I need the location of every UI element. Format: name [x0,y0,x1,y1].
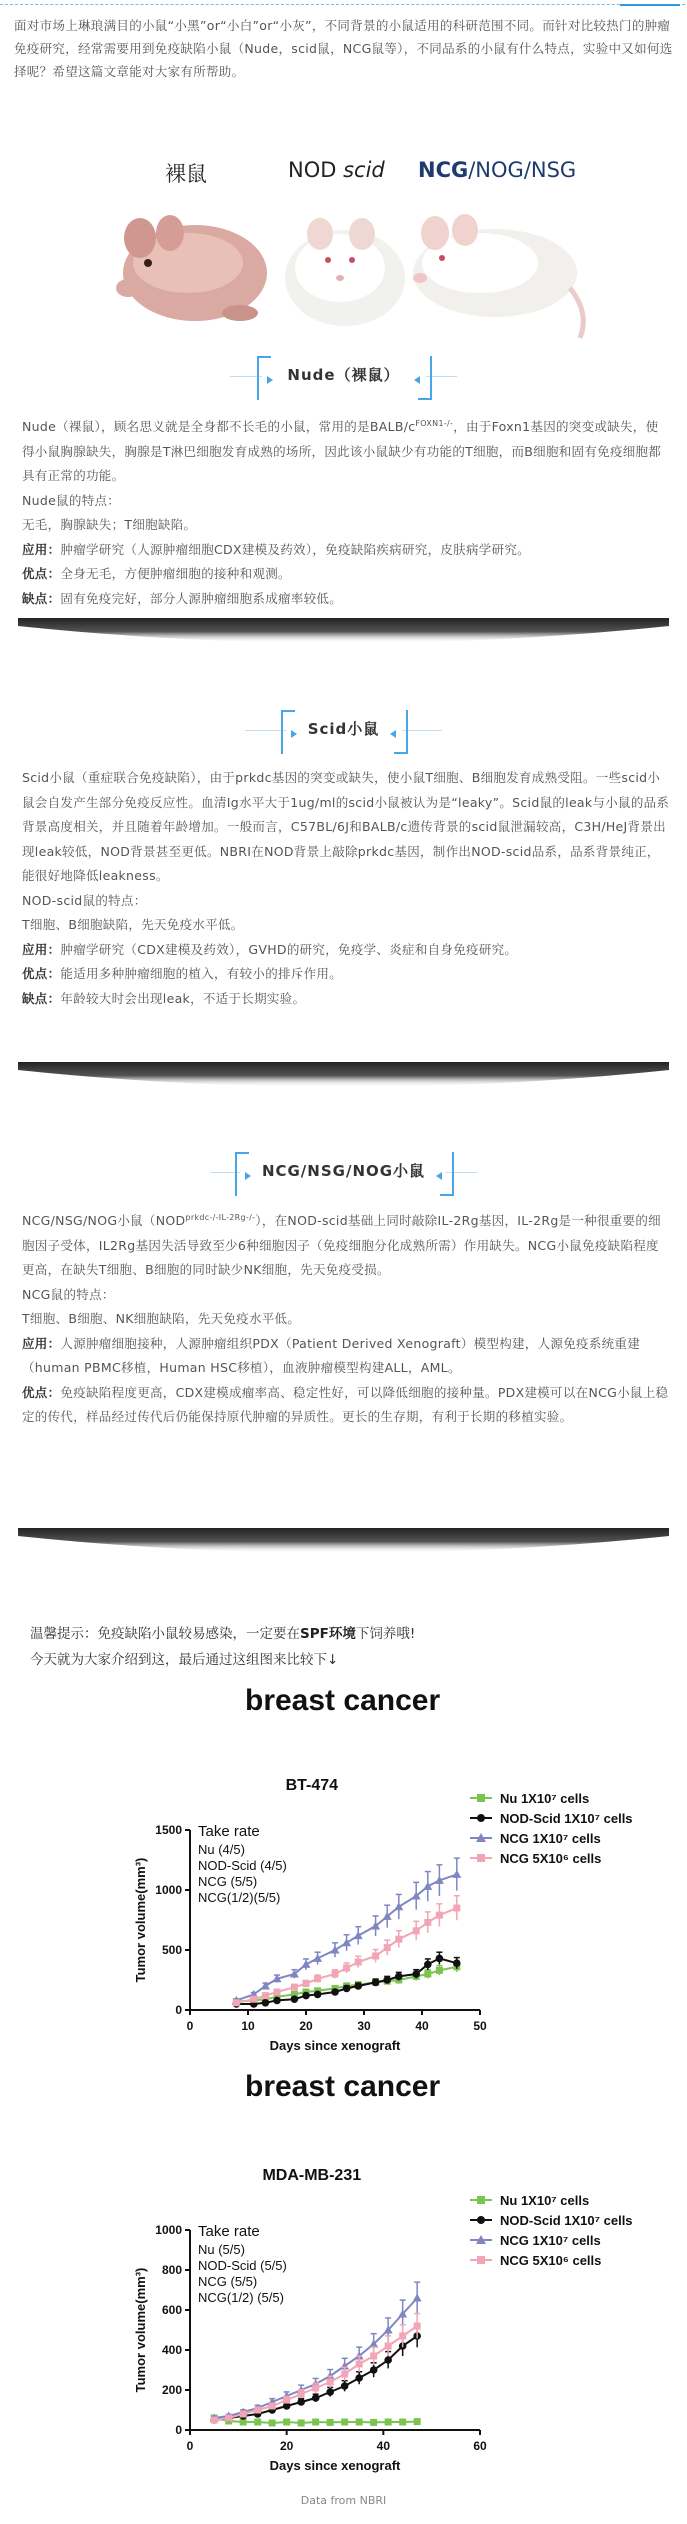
scid-label-italic: scid [343,158,385,182]
legend-marker [477,1854,485,1862]
data-point [254,2407,261,2414]
ncg-application [22,1332,670,1381]
legend-label: NCG 1X10⁷ cells [500,2233,601,2248]
chart-subtitle: BT-474 [285,1777,339,1794]
data-point [262,1992,269,1999]
y-tick-label: 400 [161,2343,182,2357]
data-point [372,1979,380,1987]
data-point [395,1936,402,1943]
take-rate-annotation: Nu (4/5) [198,1842,245,1857]
mice-photos [100,138,600,348]
section-heading-ncg: NCG/NSG/NOG小鼠 [261,1162,426,1180]
data-point [354,1982,362,1990]
data-point [250,1996,257,2003]
application-label: 应用： [22,1335,61,1351]
shadow-divider [18,1062,669,1122]
data-point [312,2385,319,2392]
data-point [372,1953,379,1960]
data-point [370,2419,377,2426]
data-point [453,1905,460,1912]
scid-advantage [22,962,670,987]
y-tick-label: 200 [161,2383,182,2397]
data-point [412,1970,420,1978]
data-point [354,1931,363,1939]
disadvantage-text: 年龄较大时会出现leak，不适于长期实验。 [60,990,306,1006]
legend-label: Nu 1X10⁷ cells [500,2193,590,2208]
data-point [312,2419,319,2426]
data-point [211,2417,218,2424]
chart2-svg [120,2150,660,2485]
nude-mouse-image [116,215,267,321]
advantage-label: 优点： [22,1384,61,1400]
nude-body [22,412,670,611]
data-point [436,1955,444,1963]
advantage-text: 全身无毛，方便肿瘤细胞的接种和观测。 [60,566,291,582]
legend-marker [477,1814,485,1822]
data-point [331,1946,340,1954]
data-point [274,1989,281,1996]
chart1-title: breast cancer [245,1684,441,1717]
advantage-label: 优点： [22,566,61,582]
data-point [314,1975,321,1982]
y-tick-label: 600 [161,2303,182,2317]
take-rate-title: Take rate [198,1823,260,1840]
ncg-feature-heading: NCG鼠的特点： [22,1286,115,1302]
nude-disadvantage [22,587,670,612]
data-point [436,1967,443,1974]
nod-scid-mouse-image [285,218,405,326]
x-tick-label: 20 [299,2019,313,2033]
nude-intro-paragraph [22,412,670,489]
legend-label: NCG 1X10⁷ cells [500,1831,601,1846]
legend-marker [477,2196,485,2204]
ncg-intro-text: NCG/NSG/NOG小鼠（NOD [22,1213,186,1229]
shadow-divider [18,618,669,678]
x-axis-label: Days since xenograft [269,2458,401,2473]
disadvantage-label: 缺点： [22,590,61,606]
data-point [453,1959,461,1967]
data-point [291,1995,299,2003]
data-point [342,1938,351,1946]
data-point [414,2418,421,2425]
data-point [326,2388,334,2396]
x-tick-label: 50 [473,2019,487,2033]
data-point [283,2419,290,2426]
scid-feature-text: T细胞、B细胞缺陷，先天免疫水平低。 [22,917,244,932]
data-point [414,2323,421,2330]
take-rate-annotation: NCG(1/2)(5/5) [198,1890,281,1905]
advantage-label: 优点： [22,966,61,981]
take-rate-annotation: NCG (5/5) [198,1874,258,1889]
application-label: 应用： [22,541,61,557]
legend-marker [477,2216,485,2224]
ncg-body [22,1206,670,1430]
data-point [297,2398,305,2406]
take-rate-annotation: Nu (5/5) [198,2242,245,2257]
data-point [331,1988,339,1996]
x-axis-label: Days since xenograft [269,2038,401,2053]
legend-label: NCG 5X10⁶ cells [500,2253,602,2268]
data-point [384,2356,392,2364]
data-point [327,2379,334,2386]
data-point [327,2419,334,2426]
nude-intro-text: Nude（裸鼠），顾名思义就是全身都不长毛的小鼠，常用的是BALB/c [22,419,416,435]
advantage-text: 能适用多种肿瘤细胞的植入，有较小的排斥作用。 [60,966,343,981]
chart2-title: breast cancer [245,2070,441,2103]
x-tick-label: 60 [473,2439,487,2453]
disadvantage-text: 固有免疫完好，部分人源肿瘤细胞系成瘤率较低。 [60,590,343,606]
data-point [384,1944,391,1951]
application-label: 应用： [22,941,61,957]
take-rate-annotation: NOD-Scid (4/5) [198,1858,287,1873]
nod-label-text: NOD [288,158,344,182]
y-tick-label: 0 [175,2003,182,2017]
nude-application [22,538,670,563]
data-point [423,1882,432,1890]
data-point [341,2419,348,2426]
tip-line-2: 今天就为大家介绍到这，最后通过这组图来比较下↓ [30,1652,339,1668]
legend-marker [477,1794,485,1802]
data-point [341,2371,348,2378]
take-rate-annotation: NCG(1/2) (5/5) [198,2290,284,2305]
legend-label: NCG 5X10⁶ cells [500,1851,602,1866]
tip-bold: SPF环境 [300,1626,356,1642]
data-point [332,1971,339,1978]
data-point [424,1961,432,1969]
data-point [233,1999,240,2006]
top-divider [0,0,687,12]
legend-label: Nu 1X10⁷ cells [500,1791,590,1806]
data-point [291,1984,298,1991]
legend-label: NOD-Scid 1X10⁷ cells [500,1811,633,1826]
nude-advantage [22,562,670,587]
data-point [303,1980,310,1987]
chart1-svg [120,1770,660,2060]
tip-suffix: 下饲养哦! [355,1626,416,1642]
data-point [399,2333,406,2340]
dashed-line [0,4,687,5]
shadow-divider [18,1528,669,1588]
application-text: 肿瘤学研究（人源肿瘤细胞CDX建模及药效），免疫缺陷疾病研究，皮肤病学研究。 [60,541,530,557]
data-point [355,2374,363,2382]
data-point [262,1999,270,2007]
ncg-intro-paragraph [22,1206,670,1283]
data-point [302,1960,311,1968]
data-point [452,1870,461,1878]
x-tick-label: 20 [279,2439,294,2453]
application-text: 肿瘤学研究（CDX建模及药效），GVHD的研究，免疫学、炎症和自身免疫研究。 [60,941,518,957]
data-point [314,1991,322,1999]
ncg-intro-text-2: ），在NOD-scid基础上同时敲除IL-2Rg基因，IL-2Rg是一种很重要的细胞因子受体，IL2Rg基因失活导致至少6种细胞因子（免疫细胞分化成熟所需）作用缺失。NCG小鼠免疫缺陷程度更高，在缺失T细胞、B细胞的同时缺少NK细胞，先天免疫受损。 [22,1213,661,1278]
intro-paragraph: 面对市场上琳琅满目的小鼠“小黑”or“小白”or“小灰”，不同背景的小鼠适用的科研范围不同。而针对比较热门的肿瘤免疫研究，经常需要用到免疫缺陷小鼠（Nude，scid鼠，NCG鼠等），不同品系的小鼠有什么特点，实验中又如何选择呢？希望这篇文章能对大家有所帮助。 [14,18,673,79]
data-point [395,1973,403,1981]
advantage-text: 免疫缺陷程度更高，CDX建模成瘤率高、稳定性好，可以降低细胞的接种量。PDX建模可以在NCG小鼠上稳定的传代，样品经过传代后仍能保持原代肿瘤的异质性。更长的生存期，有利于长期的移植实验。 [22,1384,669,1425]
data-point [240,2411,247,2418]
nude-feature-heading: Nude鼠的特点： [22,492,121,508]
y-tick-label: 1000 [155,1883,182,1897]
accent-line [620,4,680,6]
section-heading-nude: Nude（裸鼠） [287,366,400,384]
data-point [355,1959,362,1966]
x-tick-label: 40 [415,2019,429,2033]
application-text: 人源肿瘤细胞接种，人源肿瘤组织PDX（Patient Derived Xenograft）模型构建，人源免疫系统重建（human PBMC移植，Human HSC移植），血液肿瘤模型构建ALL，AML。 [22,1335,641,1376]
data-point [298,2391,305,2398]
mice-illustration [100,138,600,348]
y-axis-label: Tumor volume(mm³) [133,2267,148,2393]
data-source-footer: Data from NBRI [300,2494,387,2507]
scid-feature-heading: NOD-scid鼠的特点： [22,892,147,908]
take-rate-title: Take rate [198,2223,260,2240]
section-title-ncg [0,1152,687,1194]
legend-label: NOD-Scid 1X10⁷ cells [500,2213,633,2228]
data-point [356,2419,363,2426]
ncg-mouse-image [413,214,583,338]
legend-marker [477,2256,485,2264]
ncg-feature-text: T细胞、B细胞、NK细胞缺陷，先天免疫水平低。 [22,1311,301,1327]
ncg-advantage [22,1381,670,1430]
chart-subtitle: MDA-MB-231 [262,2167,362,2184]
nude-mouse-label: 裸鼠 [165,162,207,186]
data-point [356,2361,363,2368]
y-tick-label: 0 [175,2423,182,2437]
scid-body [22,766,670,1011]
take-rate-annotation: NCG (5/5) [198,2274,258,2289]
data-point [394,1902,403,1910]
series-line [214,2326,417,2420]
data-point [436,1912,443,1919]
tip-line-1 [30,1622,415,1646]
scid-application [22,938,670,963]
nude-feature-text: 无毛，胸腺缺失；T细胞缺陷。 [22,517,197,533]
x-tick-label: 40 [376,2439,391,2453]
ncg-label-strong: NCG [418,158,469,182]
data-point [261,1982,270,1990]
data-point [269,2403,276,2410]
scid-disadvantage [22,987,670,1012]
data-point [269,2420,276,2427]
data-point [283,2397,290,2404]
data-point [385,2343,392,2350]
data-point [298,2420,305,2427]
data-point [383,1976,391,1984]
nude-genotype-sup: FOXN1-/- [415,419,454,428]
nude-intro-text-2: ，由于Foxn1基因的突变或缺失，使得小鼠胸腺缺失，胸腺是T淋巴细胞发育成熟的场所，因此该小鼠缺少有功能的T细胞，而B细胞和固有免疫细胞都具有正常的功能。 [22,419,662,484]
data-point [343,1985,351,1993]
data-point [341,2382,349,2390]
data-point [225,2415,232,2422]
data-point [370,2353,377,2360]
y-axis-label: Tumor volume(mm³) [133,1857,148,1983]
scid-intro-paragraph: Scid小鼠（重症联合免疫缺陷），由于prkdc基因的突变或缺失，使小鼠T细胞、B细胞发育成熟受阻。一些scid小鼠会自发产生部分免疫反应性。血清Ig水平大于1ug/ml的scid小鼠被认为是“leaky”。Scid鼠的leak与小鼠的品系背景高度相关，并且随着年龄增加。一般而言，C57BL/6J和BALB/c遗传背景的scid鼠泄漏较高，C3H/HeJ背景出现leak较低，NOD背景甚至更低。NBRI在NOD背景上敲除prkdc基因，制作出NOD-scid品系，品系背景纯正，能很好地降低leakness。 [22,770,670,883]
section-title-nude [0,356,687,398]
y-tick-label: 500 [161,1943,182,1957]
data-point [413,1927,420,1934]
disadvantage-label: 缺点： [22,990,61,1006]
y-tick-label: 800 [161,2263,182,2277]
data-point [424,1919,431,1926]
y-tick-label: 1000 [155,2223,182,2237]
data-point [413,2294,422,2302]
data-point [302,1992,310,2000]
x-tick-label: 10 [241,2019,255,2033]
tip-prefix: 温馨提示：免疫缺陷小鼠较易感染，一定要在 [30,1626,300,1642]
data-point [370,2366,378,2374]
data-point [385,2419,392,2426]
data-point [312,2394,320,2402]
data-point [254,2419,261,2426]
data-point [273,1997,281,2005]
y-tick-label: 1500 [155,1823,182,1837]
data-point [424,1971,431,1978]
data-point [343,1965,350,1972]
ncg-label-rest: /NOG/NSG [468,158,577,182]
data-point [399,2419,406,2426]
x-tick-label: 0 [186,2439,194,2453]
x-tick-label: 0 [186,2019,194,2033]
section-heading-scid: Scid小鼠 [307,720,380,738]
section-title-scid [0,710,687,752]
ncg-genotype-sup: prkdc-/-IL-2Rg-/- [185,1213,256,1222]
take-rate-annotation: NOD-Scid (5/5) [198,2258,287,2273]
x-tick-label: 30 [357,2019,371,2033]
